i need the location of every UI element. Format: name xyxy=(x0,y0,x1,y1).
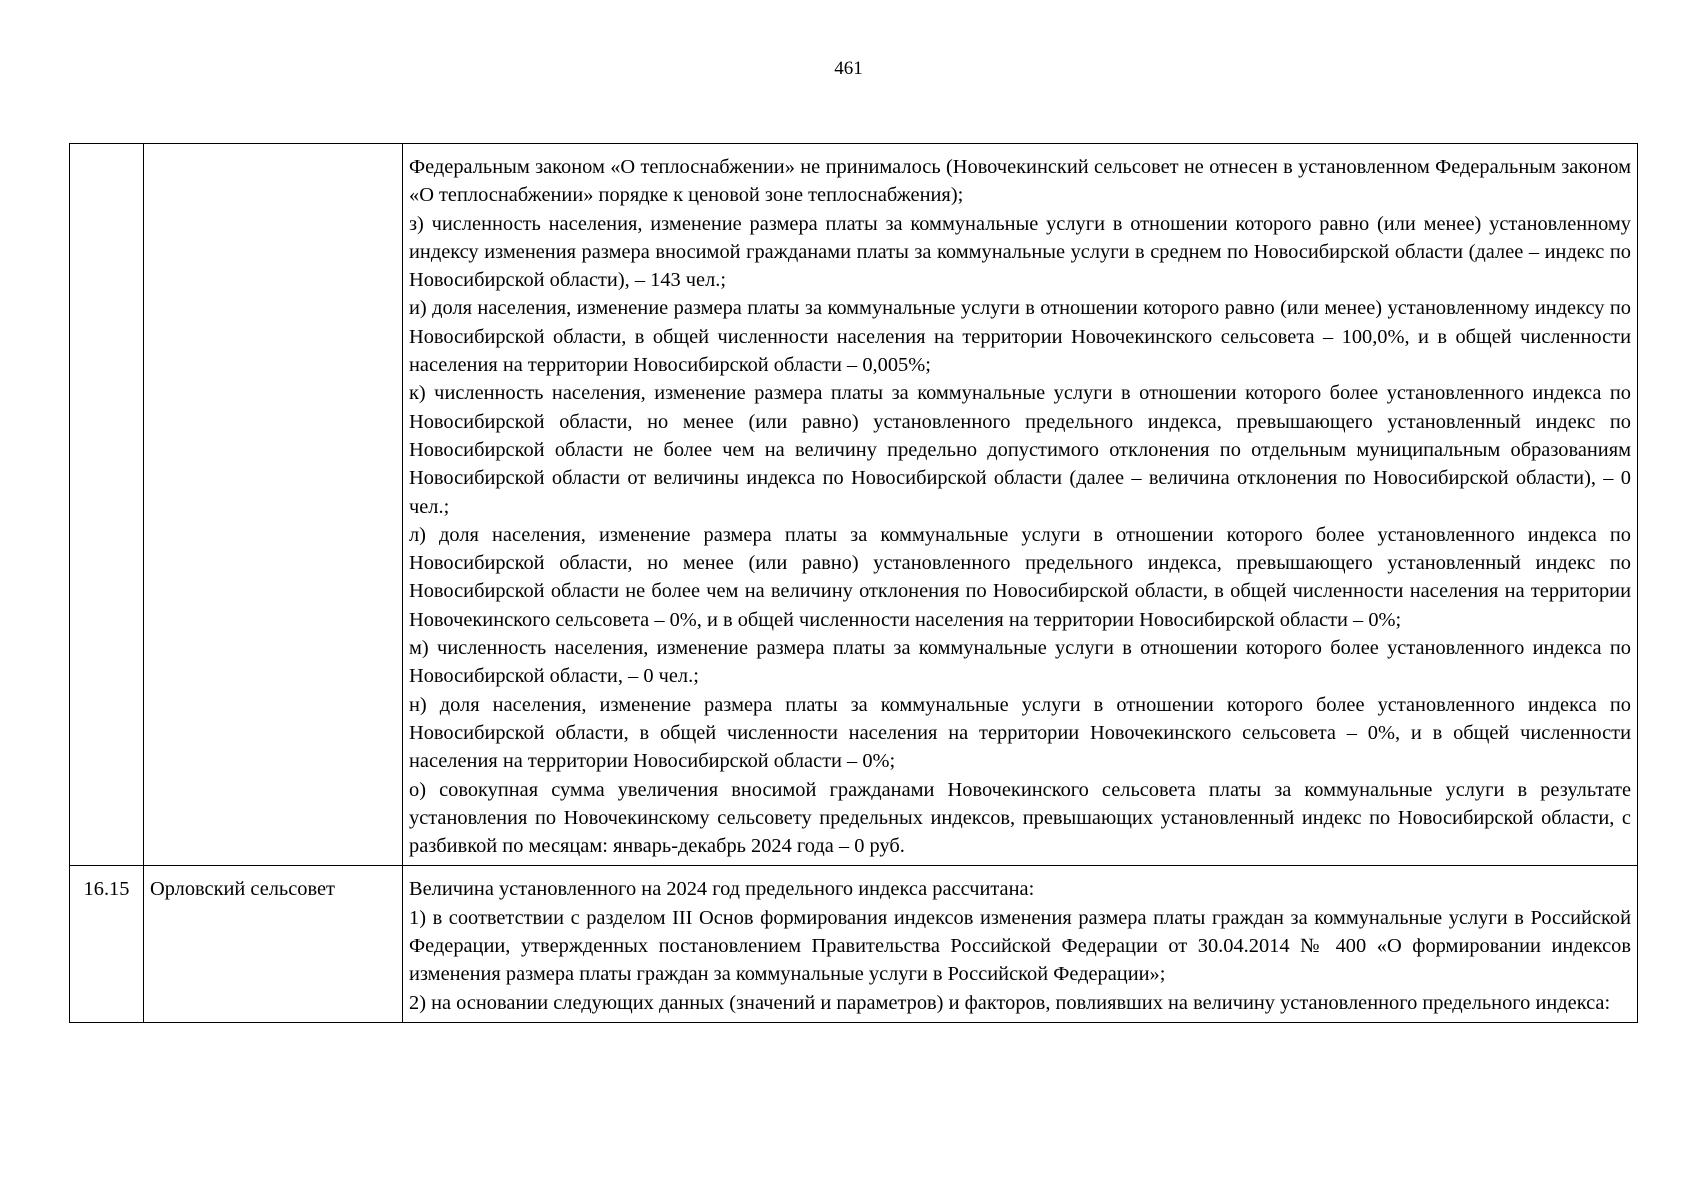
document-table xyxy=(69,143,1638,1023)
paragraph: н) доля населения, изменение размера платы за коммунальные услуги в отношении которого более установленного индекса по Новосибирской области, в общей численности населения на территории Новочекинского сельсовета – 0%, и в общей численности населения на территории Новосибирской области – 0%; xyxy=(409,693,1631,773)
paragraph: Федеральным законом «О теплоснабжении» не принималось (Новочекинский сельсовет не отнесен в установленном Федеральным законом «О теплоснабжении» порядке к ценовой зоне теплоснабжения); xyxy=(409,156,1631,207)
paragraph: к) численность населения, изменение размера платы за коммунальные услуги в отношении которого более установленного индекса по Новосибирской области, но менее (или равно) установленного предельного индекса, превышающего установленный индекс по Новосибирской области не более чем на величину предельно допустимого отклонения по отдельным муниципальным образованиям Новосибирской области от величины индекса по Новосибирской области (далее – величина отклонения по Новосибирской области), – 0 чел.; xyxy=(409,382,1631,518)
paragraph: 2) на основании следующих данных (значений и параметров) и факторов, повлиявших на величину установленного предельного индекса: xyxy=(409,991,1611,1014)
table-row xyxy=(70,144,1638,866)
paragraph: и) доля населения, изменение размера платы за коммунальные услуги в отношении которого равно (или менее) установленному индексу по Новосибирской области, в общей численности населения на территории Новочекинского сельсовета – 100,0%, и в общей численности населения на территории Новосибирской области – 0,005%; xyxy=(409,297,1631,377)
paragraph: Величина установленного на 2024 год предельного индекса рассчитана: xyxy=(409,878,1035,901)
description-cell xyxy=(403,866,1638,1022)
row-number-cell: 16.15 xyxy=(70,866,144,1022)
description-cell xyxy=(403,144,1638,866)
municipality-name-cell: Орловский сельсовет xyxy=(144,866,403,1022)
page-number: 461 xyxy=(834,58,863,79)
row-number-cell xyxy=(70,144,144,866)
paragraph: 1) в соответствии с разделом III Основ формирования индексов изменения размера платы граждан за коммунальные услуги в Российской Федерации, утвержденных постановлением Правительства Российской Федерации от 30.04.2014 № 400 «О формировании индексов изменения размера платы граждан за коммунальные услуги в Российской Федерации»; xyxy=(409,906,1631,986)
paragraph: л) доля населения, изменение размера платы за коммунальные услуги в отношении которого более установленного индекса по Новосибирской области, но менее (или равно) установленного предельного индекса, превышающего установленный индекс по Новосибирской области не более чем на величину отклонения по Новосибирской области, в общей численности населения на территории Новочекинского сельсовета – 0%, и в общей численности населения на территории Новосибирской области – 0%; xyxy=(409,523,1631,631)
municipality-name-cell xyxy=(144,144,403,866)
paragraph: о) совокупная сумма увеличения вносимой гражданами Новочекинского сельсовета платы за коммунальные услуги в результате установления по Новочекинскому сельсовету предельных индексов, превышающих установленный индекс по Новосибирской области, с разбивкой по месяцам: январь-декабрь 2024 года – 0 руб. xyxy=(409,778,1631,858)
paragraph: м) численность населения, изменение размера платы за коммунальные услуги в отношении которого более установленного индекса по Новосибирской области, – 0 чел.; xyxy=(409,637,1631,688)
table-row xyxy=(70,866,1638,1022)
paragraph: з) численность населения, изменение размера платы за коммунальные услуги в отношении которого равно (или менее) установленному индексу изменения размера вносимой гражданами платы за коммунальные услуги в среднем по Новосибирской области (далее – индекс по Новосибирской области), – 143 чел.; xyxy=(409,212,1631,292)
